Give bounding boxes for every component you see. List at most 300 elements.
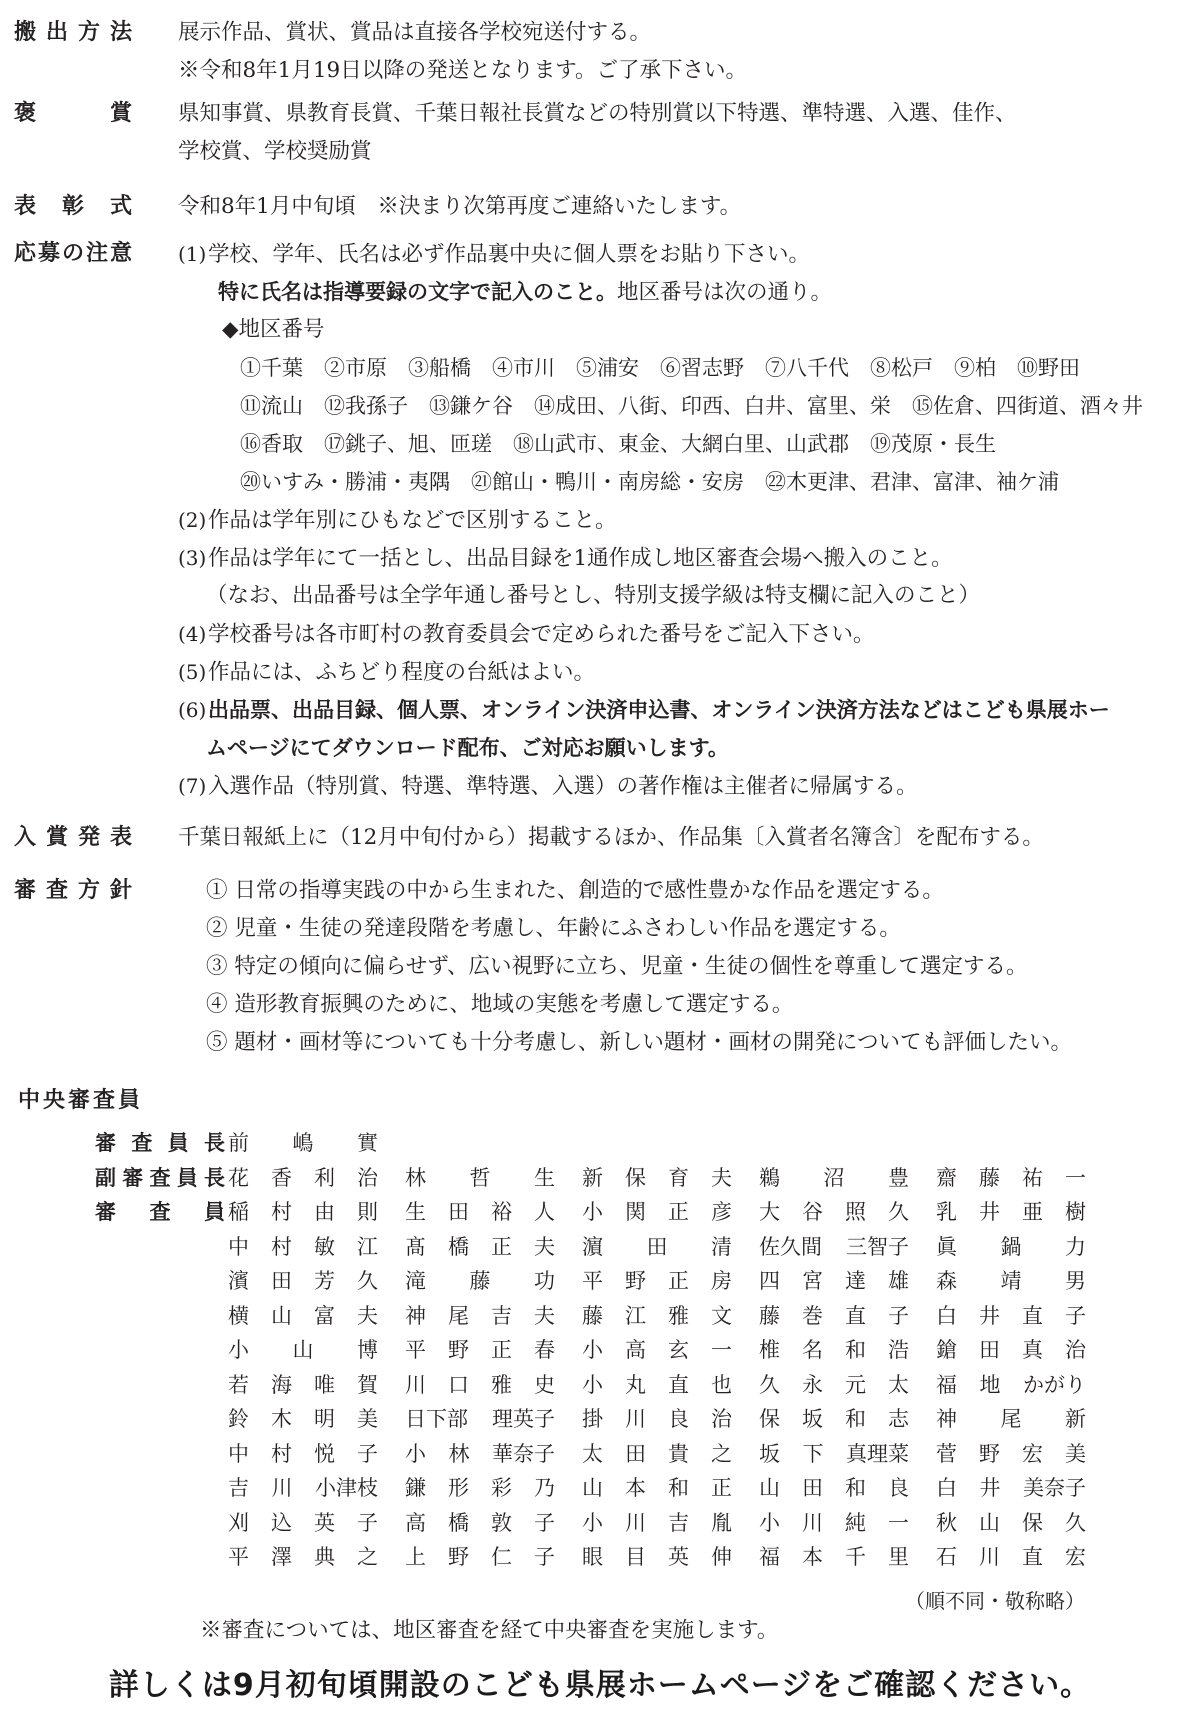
section-label-char: 表 — [109, 825, 132, 850]
item-number: (3) — [178, 546, 207, 570]
line-text: 学校賞、学校奨励賞 — [178, 139, 372, 164]
line-text: ④ 造形教育振興のために、地域の実態を考慮して選定する。 — [206, 992, 794, 1017]
judge-name-part: 村 — [271, 1234, 292, 1259]
section-awards — [0, 95, 1200, 171]
line-text: 作品には、ふちどり程度の台紙はよい。 — [208, 660, 596, 685]
judge-name-part: 宮 — [802, 1269, 823, 1294]
judges-label-char: 副 — [95, 1165, 116, 1190]
judge-name-part: 富 — [314, 1303, 335, 1328]
judge-name-part: 澤 — [271, 1545, 292, 1570]
section-label-char: 法 — [109, 20, 132, 45]
text-line — [178, 615, 1200, 653]
judge-name — [582, 1231, 732, 1261]
judge-name-part: 力 — [1065, 1234, 1086, 1259]
judge-name-part: 掛 — [582, 1407, 603, 1432]
judges-label-char: 査 — [131, 1131, 153, 1156]
judge-name — [759, 1403, 909, 1433]
item-number: (2) — [178, 508, 207, 532]
section-body — [178, 819, 1200, 857]
judges-label-char: 審 — [95, 1131, 116, 1156]
judge-name — [405, 1369, 555, 1399]
judges-label-char: 員 — [176, 1165, 198, 1190]
judge-name-part: 中 — [228, 1441, 249, 1466]
judge-name-part: 坂 — [759, 1441, 780, 1466]
judge-name-part: 関 — [625, 1200, 646, 1225]
judge-name-part: 久 — [1065, 1510, 1086, 1535]
judge-name-part: 乳 — [936, 1200, 957, 1225]
judge-name-part: 齋 — [936, 1165, 957, 1190]
judge-name-part: 濵 — [582, 1234, 603, 1259]
judge-name-part: 子 — [1065, 1303, 1086, 1328]
judge-name-part: 一 — [888, 1510, 909, 1535]
judge-name-part: 山 — [979, 1510, 1000, 1535]
section-label-char: 方 — [77, 878, 100, 903]
judge-name-part: 上 — [405, 1545, 426, 1570]
judge-name-part: 若 — [228, 1372, 249, 1397]
text-line — [178, 425, 1200, 463]
judge-name-part: 花 — [228, 1165, 249, 1190]
text-line — [178, 910, 1200, 948]
judge-name-part: 藤 — [582, 1303, 603, 1328]
judge-name-part: 永 — [802, 1372, 823, 1397]
section-body — [178, 188, 1200, 226]
judge-name-part: 小津枝 — [315, 1476, 378, 1501]
judge-name-part: 治 — [711, 1407, 732, 1432]
judge-name — [582, 1300, 732, 1330]
judge-name-part: 三智子 — [846, 1234, 909, 1259]
judge-name — [936, 1507, 1086, 1537]
judge-name — [759, 1472, 909, 1502]
judge-name-part: 春 — [534, 1338, 555, 1363]
judge-name-part: 純 — [845, 1510, 866, 1535]
judge-name-part: 史 — [534, 1372, 555, 1397]
judge-name — [582, 1334, 732, 1364]
judge-name — [228, 1300, 378, 1330]
judge-name — [582, 1369, 732, 1399]
judge-name — [582, 1162, 732, 1192]
judge-name-part: 保 — [759, 1407, 780, 1432]
judge-name — [582, 1196, 732, 1226]
judge-name-part: 眞 — [936, 1234, 957, 1259]
judge-name-part: 雅 — [668, 1303, 689, 1328]
judge-name-part: 鈴 — [228, 1407, 249, 1432]
item-number: (6) — [178, 698, 207, 722]
judge-name-part: 目 — [625, 1545, 646, 1570]
section-label-char: 賞 — [45, 825, 68, 850]
judge-name-part: 名 — [802, 1338, 823, 1363]
judge-name — [582, 1541, 732, 1571]
section-label-char: 針 — [109, 878, 132, 903]
text-line — [178, 819, 1200, 857]
judge-name-part: 林 — [405, 1165, 426, 1190]
line-text: 県知事賞、県教育長賞、千葉日報社長賞などの特別賞以下特選、準特選、入選、佳作、 — [178, 101, 1017, 126]
text-line — [178, 133, 1200, 171]
judge-name-part: 木 — [271, 1407, 292, 1432]
judge-name-part: 川 — [979, 1545, 1000, 1570]
judge-name — [228, 1369, 378, 1399]
judge-name-part: 藤 — [469, 1269, 491, 1294]
judge-name-part: 也 — [711, 1372, 732, 1397]
judge-name-part: 太 — [888, 1372, 909, 1397]
section-label-char: 式 — [109, 194, 132, 219]
judge-name-part: 達 — [845, 1269, 866, 1294]
judge-name-part: 利 — [314, 1165, 335, 1190]
judge-name-part: 新 — [1065, 1407, 1086, 1432]
judge-name-part: 夫 — [357, 1303, 378, 1328]
text-line — [178, 95, 1200, 133]
judges-names — [228, 1334, 1086, 1364]
judge-name-part: 志 — [888, 1407, 909, 1432]
judges-label-char: 査 — [149, 1165, 171, 1190]
judge-name-part: 子 — [888, 1303, 909, 1328]
judge-name — [936, 1403, 1086, 1433]
judge-name-part: 滝 — [405, 1269, 426, 1294]
section-label-char: の — [61, 241, 84, 266]
judge-name — [936, 1300, 1086, 1330]
line-text: 学校番号は各市町村の教育委員会で定められた番号をご記入下さい。 — [208, 622, 875, 647]
judge-name-part: 由 — [314, 1200, 335, 1225]
judge-name — [582, 1403, 732, 1433]
judge-name-part: 直 — [1022, 1545, 1043, 1570]
judge-name-part: 和 — [668, 1476, 689, 1501]
line-text: ⑪流山 ⑫我孫子 ⑬鎌ケ谷 ⑭成田、八街、印西、白井、富里、栄 ⑮佐倉、四街道、酒々井 — [240, 394, 1143, 418]
judge-name-part: 沼 — [823, 1165, 845, 1190]
section-judging-policy — [0, 872, 1200, 1062]
judges-row — [0, 1401, 1200, 1436]
judge-name-part: 祐 — [1022, 1165, 1043, 1190]
judge-name-part: 清 — [711, 1234, 732, 1259]
judge-name-part: 男 — [1065, 1269, 1086, 1294]
judge-name-part: 博 — [357, 1338, 378, 1363]
line-text: （なお、出品番号は全学年通し番号とし、特別支援学級は特支欄に記入のこと） — [206, 583, 981, 608]
section-label-char: 出 — [45, 20, 68, 45]
judge-name-part: 鎗 — [936, 1338, 957, 1363]
judge-name-part: 野 — [979, 1441, 1000, 1466]
judge-name-part: 込 — [271, 1510, 292, 1535]
section-label — [14, 872, 132, 910]
judge-name-part: 真理菜 — [846, 1441, 909, 1466]
judge-name-part: 子 — [357, 1441, 378, 1466]
judge-name — [759, 1334, 909, 1364]
judges-row — [0, 1263, 1200, 1298]
section-label-char: 審 — [14, 878, 37, 903]
text-line — [178, 311, 1200, 349]
section-label-char: 査 — [45, 878, 68, 903]
judges-label-char: 査 — [149, 1200, 171, 1225]
section-label-char: 表 — [14, 194, 37, 219]
judges-row — [0, 1505, 1200, 1540]
judge-name-part: 夫 — [711, 1165, 732, 1190]
footer-notice: 詳しくは9月初旬頃開設のこども県展ホームページをご確認ください。 — [108, 1667, 1092, 1703]
section-carry-out — [0, 14, 1200, 90]
judge-name-part: 直 — [845, 1303, 866, 1328]
line-text: ⑳いすみ・勝浦・夷隅 ㉑館山・鴨川・南房総・安房 ㉒木更津、君津、富津、袖ケ浦 — [240, 470, 1059, 494]
text-line — [178, 188, 1200, 226]
judge-name-part: 治 — [1065, 1338, 1086, 1363]
section-label — [14, 188, 132, 226]
judges-row — [0, 1229, 1200, 1264]
judge-name-part: 江 — [357, 1234, 378, 1259]
judge-name-part: 元 — [845, 1372, 866, 1397]
judges-names — [228, 1300, 1086, 1330]
judge-name-part: 吉 — [491, 1303, 512, 1328]
judge-name — [228, 1334, 378, 1364]
line-text: 令和8年1月中旬頃 ※決まり次第再度ご連絡いたします。 — [178, 194, 742, 219]
judges-row — [0, 1470, 1200, 1505]
judge-name-part: 山 — [582, 1476, 603, 1501]
judge-name-part: 正 — [491, 1338, 512, 1363]
line-text: 作品は学年にて一括とし、出品目録を1通作成し地区審査会場へ搬入のこと。 — [208, 546, 953, 571]
section-label-char: 入 — [14, 825, 37, 850]
judge-name-part: 丸 — [625, 1372, 646, 1397]
judge-name-part: 中 — [228, 1234, 249, 1259]
judge-name-part: 村 — [271, 1200, 292, 1225]
judge-name — [936, 1438, 1086, 1468]
judge-name-part: 典 — [314, 1545, 335, 1570]
judge-name-part: 直 — [1022, 1303, 1043, 1328]
judges-row — [0, 1332, 1200, 1367]
judge-name-part: 野 — [448, 1545, 469, 1570]
judge-name-part: 靖 — [1000, 1269, 1022, 1294]
judge-name-part: 吉 — [668, 1510, 689, 1535]
text-line — [178, 463, 1200, 501]
judge-name-part: 鎌 — [405, 1476, 426, 1501]
judge-name-part: 川 — [271, 1476, 293, 1501]
judge-name-part: 嶋 — [292, 1131, 314, 1156]
text-line — [178, 577, 1200, 615]
judges-label-char: 長 — [203, 1131, 225, 1156]
judge-name-part: 悦 — [314, 1441, 335, 1466]
judge-name-part: 亜 — [1022, 1200, 1043, 1225]
section-ceremony — [0, 188, 1200, 226]
judge-name-part: 貴 — [668, 1441, 689, 1466]
judges-label-char: 長 — [204, 1165, 225, 1190]
judges-names — [228, 1403, 1086, 1433]
judge-name — [228, 1265, 378, 1295]
judge-name — [405, 1541, 555, 1571]
judges-row — [0, 1160, 1200, 1195]
judge-name — [405, 1334, 555, 1364]
section-body — [178, 14, 1200, 90]
judge-name-part: 仁 — [491, 1545, 512, 1570]
judges-row — [0, 1539, 1200, 1574]
judge-name-part: かがり — [1023, 1372, 1086, 1397]
judge-name-part: 千 — [845, 1545, 866, 1570]
judge-name-part: 樹 — [1065, 1200, 1086, 1225]
judge-name-part: 橋 — [448, 1234, 469, 1259]
judges-names — [228, 1162, 1086, 1192]
judge-name — [405, 1162, 555, 1192]
line-text: ① 日常の指導実践の中から生まれた、創造的で感性豊かな作品を選定する。 — [206, 878, 944, 903]
judge-name — [405, 1472, 555, 1502]
judge-name-part: 雄 — [888, 1269, 909, 1294]
judge-name — [228, 1403, 378, 1433]
judge-name-part: 井 — [979, 1476, 1001, 1501]
judge-name-part: 高 — [625, 1338, 646, 1363]
judge-name — [228, 1196, 378, 1226]
judge-name-part: 口 — [448, 1372, 469, 1397]
judges-label-char: 員 — [204, 1200, 225, 1225]
item-number: (4) — [178, 622, 207, 646]
judge-name — [228, 1231, 378, 1261]
judge-name-part: 佐久間 — [759, 1234, 822, 1259]
judge-name — [759, 1369, 909, 1399]
judges-row — [0, 1194, 1200, 1229]
judge-name-part: 田 — [646, 1234, 668, 1259]
judge-name-part: 坂 — [802, 1407, 823, 1432]
judge-name — [405, 1231, 555, 1261]
judge-name-part: 之 — [711, 1441, 732, 1466]
judges-names — [228, 1507, 1086, 1537]
judge-name-part: 美奈子 — [1023, 1476, 1086, 1501]
section-label-char: 方 — [77, 20, 100, 45]
item-number: (7) — [178, 774, 207, 798]
judge-name-part: 敦 — [491, 1510, 512, 1535]
line-text: 学校、学年、氏名は必ず作品裏中央に個人票をお貼り下さい。 — [208, 242, 811, 267]
judge-name — [405, 1196, 555, 1226]
judge-name-part: 育 — [668, 1165, 689, 1190]
judge-name-part: 野 — [625, 1269, 646, 1294]
judge-name-part: 小 — [759, 1510, 780, 1535]
judge-name-part: 人 — [534, 1200, 555, 1225]
section-label — [14, 95, 132, 133]
text-line — [178, 1024, 1200, 1062]
judge-name — [759, 1196, 909, 1226]
judge-name-part: 森 — [936, 1269, 957, 1294]
text-line — [178, 729, 1200, 767]
text-line — [178, 501, 1200, 539]
judge-name-part: 吉 — [228, 1476, 249, 1501]
judge-name-part: 夫 — [534, 1234, 555, 1259]
judge-name-part: 一 — [711, 1338, 732, 1363]
judge-name-part: 彦 — [711, 1200, 732, 1225]
section-announcement — [0, 819, 1200, 857]
judge-name — [936, 1541, 1086, 1571]
judge-name-part: 照 — [845, 1200, 866, 1225]
judges-names — [228, 1369, 1086, 1399]
judge-name-part: 田 — [448, 1200, 469, 1225]
line-text: ③ 特定の傾向に偏らせず、広い視野に立ち、児童・生徒の個性を尊重して選定する。 — [206, 954, 1028, 979]
judge-name-part: 小 — [405, 1441, 426, 1466]
judge-name-part: 和 — [845, 1407, 866, 1432]
judge-name-part: 芳 — [314, 1269, 335, 1294]
judge-name-part: 美 — [1065, 1441, 1086, 1466]
judges-label-char: 員 — [167, 1131, 189, 1156]
judge-name-part: 小 — [582, 1200, 603, 1225]
judge-name-part: 哲 — [469, 1165, 491, 1190]
judge-name-part: 美 — [357, 1407, 378, 1432]
judges-names — [228, 1541, 1086, 1571]
section-body — [178, 872, 1200, 1062]
judge-name-part: 太 — [582, 1441, 603, 1466]
judge-name — [228, 1541, 378, 1571]
judge-name — [582, 1507, 732, 1537]
judge-name-part: 眼 — [582, 1545, 603, 1570]
judge-name — [936, 1231, 1086, 1261]
judge-name-part: 地 — [979, 1372, 1001, 1397]
judge-name-part: 川 — [625, 1407, 646, 1432]
judge-name-part: 稲 — [228, 1200, 249, 1225]
section-label — [14, 14, 132, 52]
judge-name-part: 良 — [888, 1476, 909, 1501]
judge-name-part: 井 — [979, 1303, 1000, 1328]
judge-name — [759, 1162, 909, 1192]
judge-name — [759, 1265, 909, 1295]
judge-name-part: 胤 — [711, 1510, 732, 1535]
judge-name-part: 田 — [271, 1269, 292, 1294]
judge-name — [759, 1541, 909, 1571]
section-body — [178, 95, 1200, 171]
judge-name-part: 井 — [979, 1200, 1000, 1225]
judge-name-part: 里 — [888, 1545, 909, 1570]
judge-name-part: 川 — [625, 1510, 646, 1535]
judge-name-part: 尾 — [1000, 1407, 1022, 1432]
judge-name-part: 濱 — [228, 1269, 249, 1294]
judge-name-part: 林 — [448, 1441, 470, 1466]
judge-name-part: 白 — [936, 1303, 957, 1328]
section-label-char: 発 — [77, 825, 100, 850]
judges-table — [0, 1125, 1200, 1574]
text-line — [178, 872, 1200, 910]
judge-name-part: 功 — [534, 1269, 555, 1294]
bold-text: 出品票、出品目録、個人票、オンライン決済申込書、オンライン決済方法などはこども県展ホー — [208, 698, 1110, 722]
judge-name-part: 久 — [357, 1269, 378, 1294]
judge-name-part: 平 — [228, 1545, 249, 1570]
judge-name — [228, 1472, 378, 1502]
order-note: （順不同・敬称略） — [905, 1588, 1085, 1613]
judge-name-part: 秋 — [936, 1510, 957, 1535]
judge-name-part: 直 — [668, 1372, 689, 1397]
text-line — [178, 52, 1200, 90]
section-label-char: 搬 — [14, 20, 37, 45]
judge-name-part: 華奈子 — [492, 1441, 555, 1466]
judge-name-part: 小 — [228, 1338, 249, 1363]
judge-name-part: 實 — [357, 1131, 378, 1156]
line-text: 千葉日報紙上に（12月中旬付から）掲載するほか、作品集〔入賞者名簿含〕を配布する。 — [178, 825, 1044, 850]
judge-name-part: 宏 — [1022, 1441, 1043, 1466]
section-label-char: 募 — [37, 241, 60, 266]
judge-name — [582, 1472, 732, 1502]
judge-name-part: 小 — [582, 1338, 603, 1363]
text-line — [178, 273, 1200, 311]
judges-row — [0, 1436, 1200, 1471]
line-text: 地区番号は次の通り。 — [617, 280, 833, 305]
judge-name-part: 高 — [405, 1510, 426, 1535]
judge-name-part: 山 — [292, 1338, 314, 1363]
text-line — [178, 948, 1200, 986]
judge-name-part: 唯 — [314, 1372, 335, 1397]
text-line — [178, 14, 1200, 52]
item-number: (5) — [178, 660, 207, 684]
judges-row — [0, 1125, 1200, 1160]
judge-name — [936, 1196, 1086, 1226]
judge-name-part: 宏 — [1065, 1545, 1086, 1570]
review-note: ※審査については、地区審査を経て中央審査を実施します。 — [200, 1617, 779, 1643]
section-label — [14, 819, 132, 857]
judge-name — [759, 1507, 909, 1537]
judge-name-part: 正 — [491, 1234, 512, 1259]
text-line — [178, 691, 1200, 729]
judge-name — [759, 1300, 909, 1330]
judge-name — [582, 1265, 732, 1295]
judge-name-part: 藤 — [979, 1165, 1000, 1190]
judge-name-part: 裕 — [491, 1200, 512, 1225]
section-label-char: 意 — [109, 241, 132, 266]
judge-name-part: 前 — [228, 1131, 249, 1156]
judge-name-part: 横 — [228, 1303, 249, 1328]
line-text: ⑤ 題材・画材等についても十分考慮し、新しい題材・画材の開発についても評価したい。 — [206, 1030, 1072, 1055]
line-text: 作品は学年別にひもなどで区別すること。 — [208, 508, 617, 533]
